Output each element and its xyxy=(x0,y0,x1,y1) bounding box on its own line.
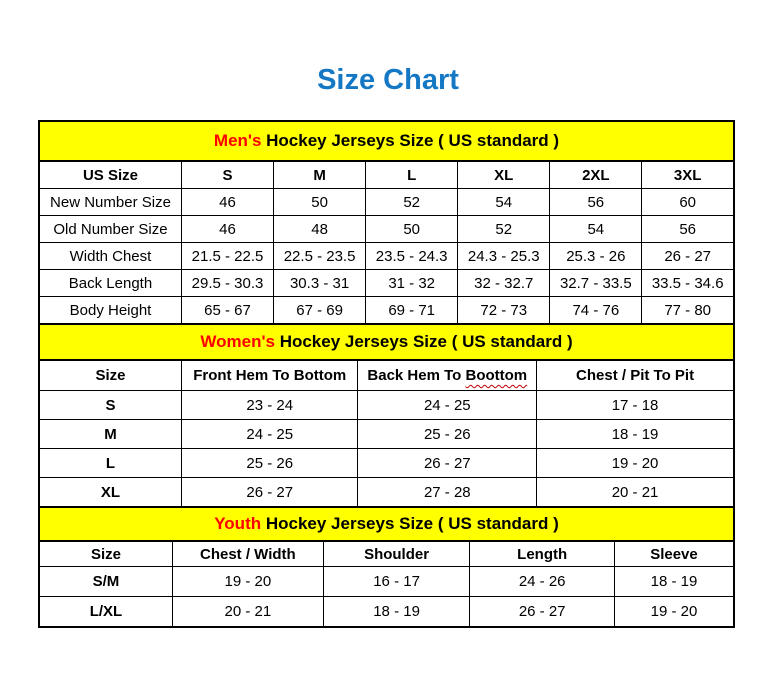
page-title: Size Chart xyxy=(317,64,459,96)
row-label: Back Length xyxy=(39,270,181,297)
mens-size-table xyxy=(38,120,735,325)
womens-section-banner xyxy=(39,324,734,360)
mens-section-banner xyxy=(39,121,734,161)
size-value: 19 - 20 xyxy=(537,449,734,478)
youth-banner-label: Hockey Jerseys Size ( US standard ) xyxy=(261,514,559,533)
youth-header-row xyxy=(39,541,734,567)
size-value: 46 xyxy=(181,189,273,216)
womens-col-header-3: Chest / Pit To Pit xyxy=(537,360,734,391)
table-row xyxy=(39,567,734,597)
size-value: 46 xyxy=(181,216,273,243)
womens-col-header-0: Size xyxy=(39,360,181,391)
row-label: XL xyxy=(39,478,181,508)
size-value: 56 xyxy=(642,216,734,243)
size-value: 26 - 27 xyxy=(642,243,734,270)
row-label: Width Chest xyxy=(39,243,181,270)
table-row xyxy=(39,449,734,478)
size-value: 17 - 18 xyxy=(537,391,734,420)
mens-col-header-6: 3XL xyxy=(642,161,734,189)
table-row xyxy=(39,189,734,216)
table-row xyxy=(39,420,734,449)
size-value: 67 - 69 xyxy=(274,297,366,325)
row-label: M xyxy=(39,420,181,449)
womens-banner-label: Hockey Jerseys Size ( US standard ) xyxy=(274,332,573,351)
row-label: S/M xyxy=(39,567,172,597)
size-value: 25 - 26 xyxy=(181,449,358,478)
mens-banner-accent-label: Men's xyxy=(213,131,262,150)
size-value: 65 - 67 xyxy=(181,297,273,325)
size-value: 77 - 80 xyxy=(642,297,734,325)
size-value: 72 - 73 xyxy=(458,297,550,325)
size-value: 26 - 27 xyxy=(358,449,537,478)
mens-banner-label: Hockey Jerseys Size ( US standard ) xyxy=(261,131,560,150)
row-label: Old Number Size xyxy=(39,216,181,243)
size-value: 27 - 28 xyxy=(358,478,537,508)
size-value: 32 - 32.7 xyxy=(458,270,550,297)
size-value: 32.7 - 33.5 xyxy=(550,270,642,297)
size-value: 16 - 17 xyxy=(323,567,470,597)
size-value: 50 xyxy=(274,189,366,216)
size-value: 54 xyxy=(550,216,642,243)
womens-col-header-2: Back Hem To Boottom xyxy=(358,360,537,391)
size-value: 19 - 20 xyxy=(614,597,734,628)
womens-banner-accent-label: Women's xyxy=(200,332,275,351)
table-row xyxy=(39,243,734,270)
youth-banner-accent-label: Youth xyxy=(214,514,262,533)
size-value: 60 xyxy=(642,189,734,216)
mens-col-header-1: S xyxy=(181,161,273,189)
mens-col-header-5: 2XL xyxy=(550,161,642,189)
table-row xyxy=(39,597,734,628)
size-value: 24 - 26 xyxy=(470,567,615,597)
size-value: 19 - 20 xyxy=(172,567,323,597)
row-label: L/XL xyxy=(39,597,172,628)
womens-col-header-1: Front Hem To Bottom xyxy=(181,360,358,391)
size-value: 54 xyxy=(458,189,550,216)
mens-col-header-2: M xyxy=(274,161,366,189)
table-row xyxy=(39,297,734,325)
row-label: New Number Size xyxy=(39,189,181,216)
size-value: 24 - 25 xyxy=(181,420,358,449)
size-value: 21.5 - 22.5 xyxy=(181,243,273,270)
size-value: 30.3 - 31 xyxy=(274,270,366,297)
size-value: 26 - 27 xyxy=(470,597,615,628)
youth-col-header-0: Size xyxy=(39,541,172,567)
size-value: 48 xyxy=(274,216,366,243)
size-value: 18 - 19 xyxy=(537,420,734,449)
youth-col-header-2: Shoulder xyxy=(323,541,470,567)
row-label: S xyxy=(39,391,181,420)
size-value: 20 - 21 xyxy=(537,478,734,508)
youth-col-header-1: Chest / Width xyxy=(172,541,323,567)
size-value: 52 xyxy=(366,189,458,216)
size-value: 31 - 32 xyxy=(366,270,458,297)
size-value: 33.5 - 34.6 xyxy=(642,270,734,297)
size-value: 25 - 26 xyxy=(358,420,537,449)
mens-header-row xyxy=(39,161,734,189)
size-chart-tables xyxy=(38,120,735,628)
size-value: 24 - 25 xyxy=(358,391,537,420)
mens-col-header-0: US Size xyxy=(39,161,181,189)
womens-size-table xyxy=(38,323,735,508)
size-value: 18 - 19 xyxy=(323,597,470,628)
size-value: 56 xyxy=(550,189,642,216)
table-row xyxy=(39,270,734,297)
table-row xyxy=(39,391,734,420)
size-value: 20 - 21 xyxy=(172,597,323,628)
size-value: 23.5 - 24.3 xyxy=(366,243,458,270)
size-value: 52 xyxy=(458,216,550,243)
youth-size-table xyxy=(38,506,735,628)
size-value: 18 - 19 xyxy=(614,567,734,597)
misspelled-word: Boottom xyxy=(465,367,528,384)
size-value: 69 - 71 xyxy=(366,297,458,325)
table-row xyxy=(39,216,734,243)
row-label: Body Height xyxy=(39,297,181,325)
row-label: L xyxy=(39,449,181,478)
youth-section-banner xyxy=(39,507,734,541)
mens-col-header-4: XL xyxy=(458,161,550,189)
size-value: 25.3 - 26 xyxy=(550,243,642,270)
table-row xyxy=(39,478,734,508)
youth-col-header-3: Length xyxy=(470,541,615,567)
womens-header-row xyxy=(39,360,734,391)
size-value: 26 - 27 xyxy=(181,478,358,508)
size-value: 23 - 24 xyxy=(181,391,358,420)
size-value: 24.3 - 25.3 xyxy=(458,243,550,270)
size-value: 22.5 - 23.5 xyxy=(274,243,366,270)
mens-col-header-3: L xyxy=(366,161,458,189)
size-value: 74 - 76 xyxy=(550,297,642,325)
size-value: 50 xyxy=(366,216,458,243)
youth-col-header-4: Sleeve xyxy=(614,541,734,567)
size-value: 29.5 - 30.3 xyxy=(181,270,273,297)
